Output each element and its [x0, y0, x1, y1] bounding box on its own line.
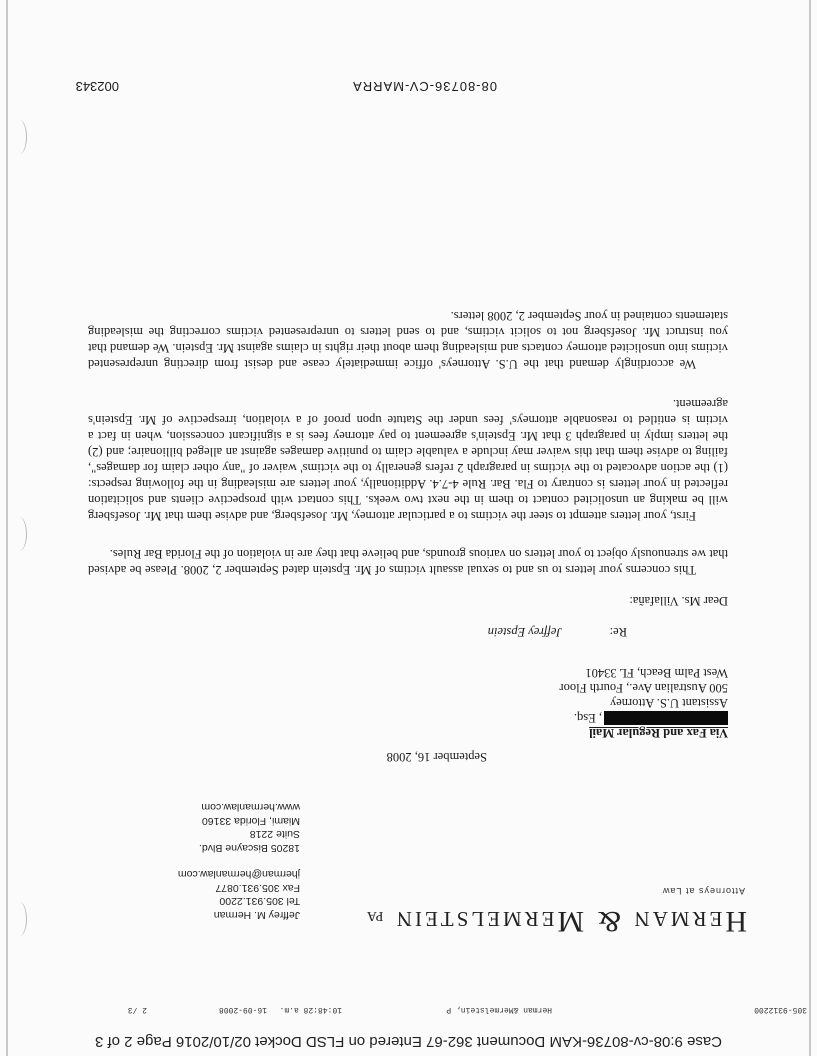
recipient-esq: , Esq.	[573, 711, 602, 725]
contact-tel: Tel 305.931.2200	[219, 895, 300, 908]
ecf-header: Case 9:08-cv-80736-KAM Document 362-67 Entered on FLSD Docket 02/10/2016 Page 2 of 3	[94, 1033, 723, 1050]
fax-sender: Herman &Mermelstein, P	[446, 1005, 552, 1014]
letterhead-contact	[178, 800, 300, 921]
fax-phone: 305-9312200	[754, 1005, 807, 1014]
firm-name-text: Herman & Mermelstein	[393, 905, 747, 938]
fax-date: 16-09-2008	[218, 1005, 267, 1014]
contact-city: Miami, Florida 33160	[201, 815, 300, 827]
footer-case-number: 08-80736-CV-MARRA	[352, 79, 497, 94]
recipient-address	[559, 665, 728, 740]
re-value: Jeffrey Epstein	[487, 625, 562, 639]
body-paragraph-2	[88, 396, 728, 524]
contact-web: www.hermanlaw.com	[201, 801, 300, 814]
firm-subtitle: Attorneys at Law	[661, 886, 745, 896]
paragraph-text: First, your letters attempt to steer the victims to a particular attorney, Mr. Josefsberg, and advise them that Mr. Josefsberg will be making an unsolicited contact to them in the next two weeks. This contact with prospective clients and solicitation reflected in your letters is contrary to Fla. Bar. Rule 4-7.4. Additionally, your letters are misleading in the following respects: (1) the action advocated to the victims in paragraph 2 refers generally to the victims' waiver of "any other claim for damages", failing to advise them that this waiver may include a valuable claim to punitive damages against an alleged billionaire; and (2) the letters imply in paragraph 3 that Mr. Epstein's agreement to pay attorney fees is a significant concession, when in fact a victim is entitled to reasonable attorneys' fees under the Statute upon proof of a violation, irrespective of Mr. Epstein's agreement.	[88, 397, 728, 523]
body-paragraph-3	[88, 308, 728, 372]
recipient-title: Assistant U.S. Attorney	[609, 696, 728, 710]
body-paragraph-1	[88, 546, 728, 578]
recipient-street: 500 Australian Ave., Fourth Floor	[559, 681, 728, 695]
paragraph-text: We accordingly demand that the U.S. Attorneys' office immediately cease and desist from directing unrepresented victims into unsolicited attorney contacts and misleading them about their rights in claims against Mr. Epstein. We demand that you instruct Mr. Josefsberg not to solicit victims, and to send letters to unrepresented victims correcting the misleading statements contained in your September 2, 2008 letters.	[88, 309, 728, 371]
contact-name: Jeffrey M. Herman	[213, 909, 300, 921]
punch-hole-top	[12, 902, 27, 936]
letter-date: September 16, 2008	[386, 750, 487, 764]
firm-suffix: PA	[366, 908, 384, 923]
re-label: Re:	[609, 625, 627, 639]
punch-hole-bottom	[12, 120, 27, 154]
fax-time: 10:48:28 a.m.	[279, 1005, 342, 1014]
redaction-block	[604, 711, 728, 725]
delivery-method: Via Fax and Regular Mail	[589, 726, 728, 740]
fax-header	[17, 1000, 807, 1014]
scan-edge-right	[6, 0, 8, 1056]
punch-hole-middle	[12, 517, 27, 551]
firm-name	[367, 904, 747, 938]
footer-bates-number: 002343	[75, 79, 119, 94]
scan-edge-left	[809, 0, 811, 1056]
paragraph-text: This concerns your letters to us and to sexual assault victims of Mr. Epstein dated September 2, 2008. Please be advised that we strenuously object to your letters on various grounds, and believe that they are in violation of the Florida Bar Rules.	[88, 547, 728, 577]
recipient-city: West Palm Beach, FL 33401	[585, 666, 728, 680]
contact-suite: Suite 2218	[249, 828, 300, 841]
contact-street: 18205 Biscayne Blvd.	[199, 842, 300, 854]
salutation: Dear Ms. Villafaña:	[629, 594, 728, 608]
re-line	[488, 624, 627, 639]
recipient-name-line	[559, 710, 728, 725]
contact-fax: Fax 305.931.0877	[215, 882, 300, 894]
contact-email: jherman@hermanlaw.com	[177, 868, 300, 881]
fax-page: 2 /3	[127, 1005, 147, 1014]
